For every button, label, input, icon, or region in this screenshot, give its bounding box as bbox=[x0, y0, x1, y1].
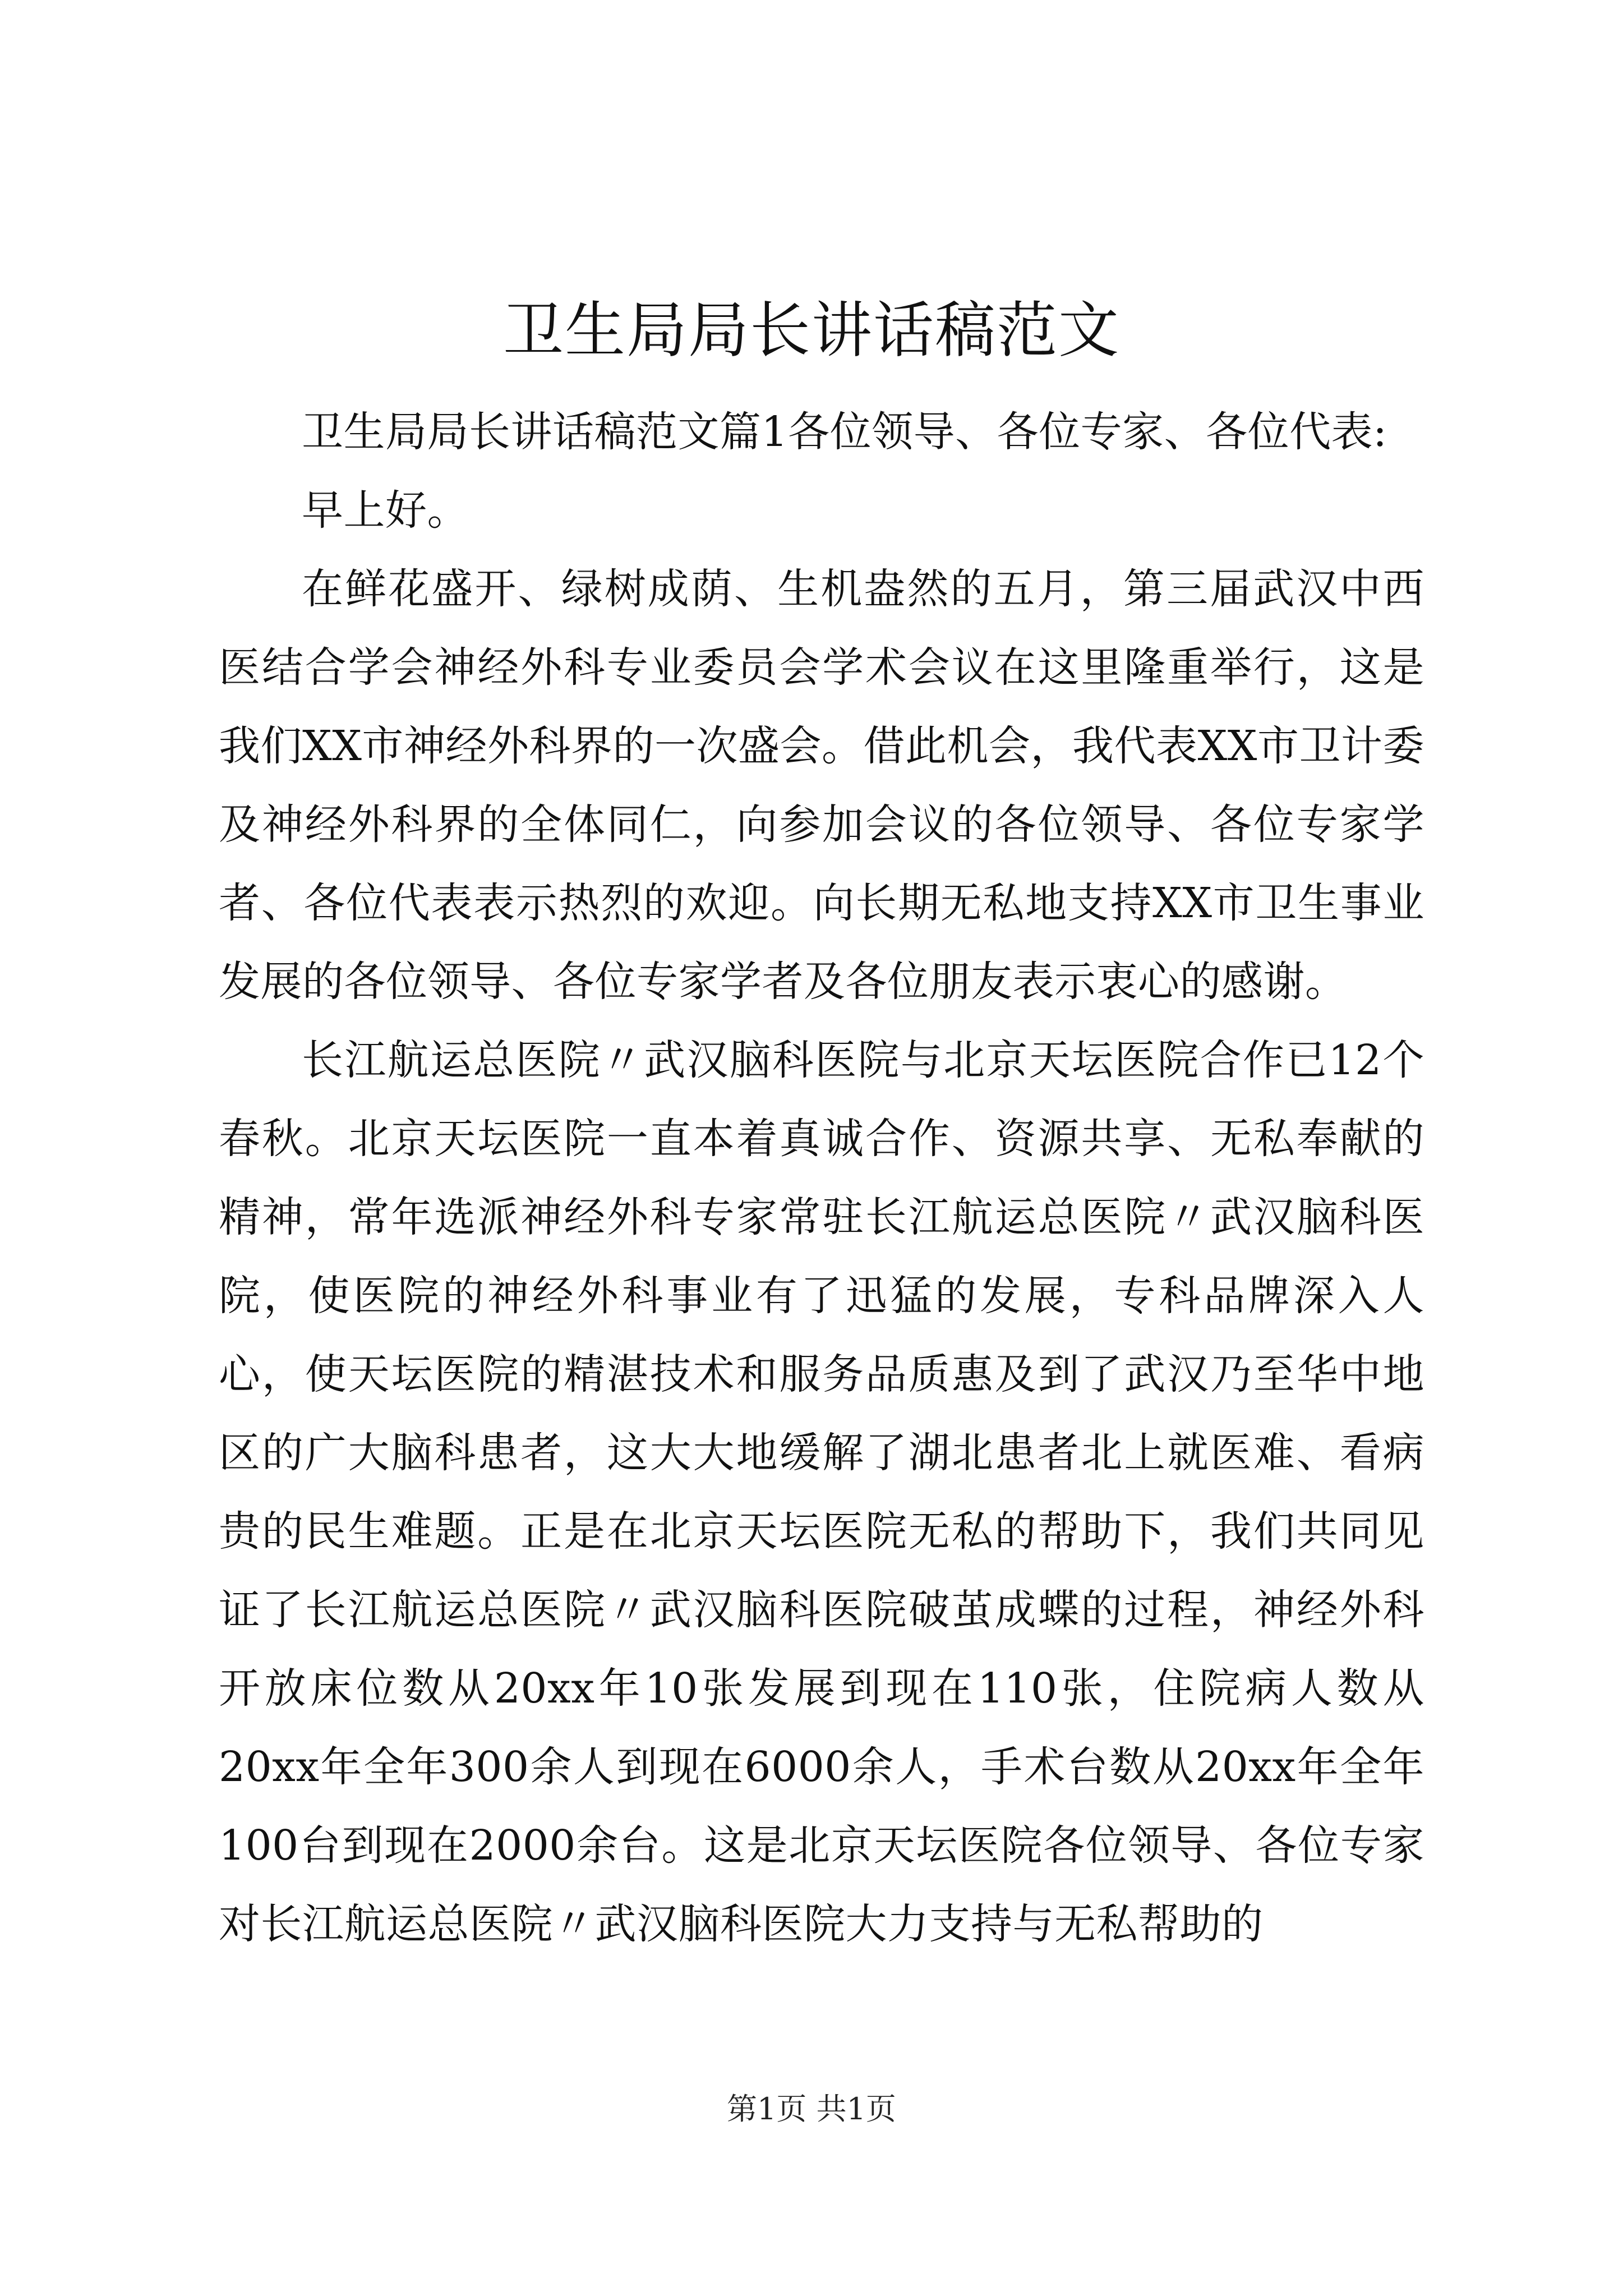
paragraph-welcome: 在鲜花盛开、绿树成荫、生机盎然的五月，第三届武汉中西医结合学会神经外科专业委员会学术会议在这里隆重举行，这是我们XX市神经外科界的一次盛会。借此机会，我代表XX市卫计委及神经外科界的全体同仁，向参加会议的各位领导、各位专家学者、各位代表表示热烈的欢迎。向长期无私地支持XX市卫生事业发展的各位领导、各位专家学者及各位朋友表示衷心的感谢。 bbox=[219, 565, 1424, 1006]
page-footer: 第1页 共1页 bbox=[727, 2091, 896, 2127]
document-body bbox=[219, 393, 1424, 1963]
paragraph-cooperation: 长江航运总医院〃武汉脑科医院与北京天坛医院合作已12个春秋。北京天坛医院一直本着真诚合作、资源共享、无私奉献的精神，常年选派神经外科专家常驻长江航运总医院〃武汉脑科医院，使医院的神经外科事业有了迅猛的发展，专科品牌深入人心，使天坛医院的精湛技术和服务品质惠及到了武汉乃至华中地区的广大脑科患者，这大大地缓解了湖北患者北上就医难、看病贵的民生难题。正是在北京天坛医院无私的帮助下，我们共同见证了长江航运总医院〃武汉脑科医院破茧成蝶的过程，神经外科开放床位数从20xx年10张发展到现在110张，住院病人数从20xx年全年300余人到现在6000余人，手术台数从20xx年全年100台到现在2000余台。这是北京天坛医院各位领导、各位专家对长江航运总医院〃武汉脑科医院大力支持与无私帮助的 bbox=[219, 1036, 1424, 1948]
paragraph-morning: 早上好。 bbox=[302, 486, 469, 535]
document-title: 卫生局局长讲话稿范文 bbox=[502, 296, 1120, 366]
paragraph-greeting: 卫生局局长讲话稿范文篇1各位领导、各位专家、各位代表: bbox=[302, 408, 1387, 456]
